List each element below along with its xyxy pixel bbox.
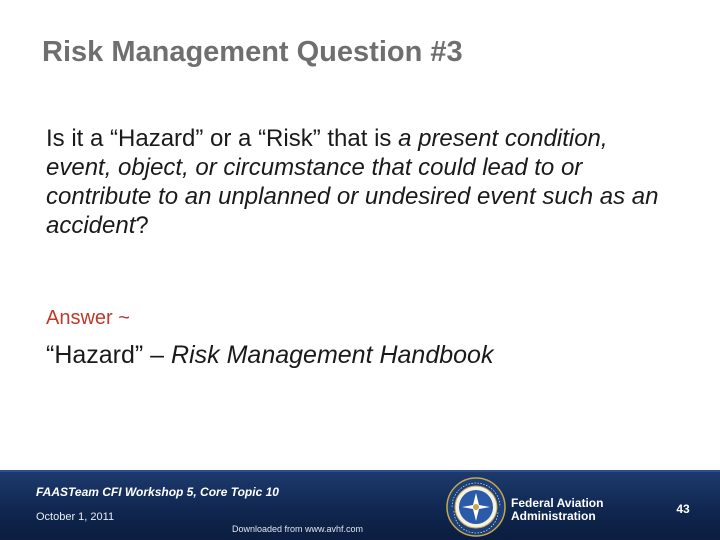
question-italic: a present condition, event, object, or circumstance that could lead to or contribute to an unplanned or undesired event such as an accident — [46, 125, 659, 239]
page-number: 43 — [676, 502, 690, 516]
answer-normal: “Hazard” – — [46, 341, 172, 369]
question-normal: Is it a “Hazard” or a “Risk” that is — [46, 125, 399, 152]
workshop-label: FAASTeam CFI Workshop 5, Core Topic 10 — [36, 485, 279, 499]
footer-bar — [0, 470, 720, 540]
date-label: October 1, 2011 — [36, 511, 115, 523]
answer-text — [46, 341, 493, 370]
question-end: ? — [135, 212, 149, 239]
slide-title: Risk Management Question #3 — [42, 36, 463, 68]
agency-line-2: Administration — [511, 509, 596, 523]
question-text — [46, 124, 666, 240]
faa-seal-icon — [446, 477, 506, 537]
download-note: Downloaded from www.avhf.com — [232, 524, 364, 534]
answer-source: Risk Management Handbook — [171, 341, 494, 369]
agency-name — [511, 497, 603, 523]
answer-label: Answer ~ — [46, 307, 130, 329]
agency-line-1: Federal Aviation — [511, 496, 604, 510]
